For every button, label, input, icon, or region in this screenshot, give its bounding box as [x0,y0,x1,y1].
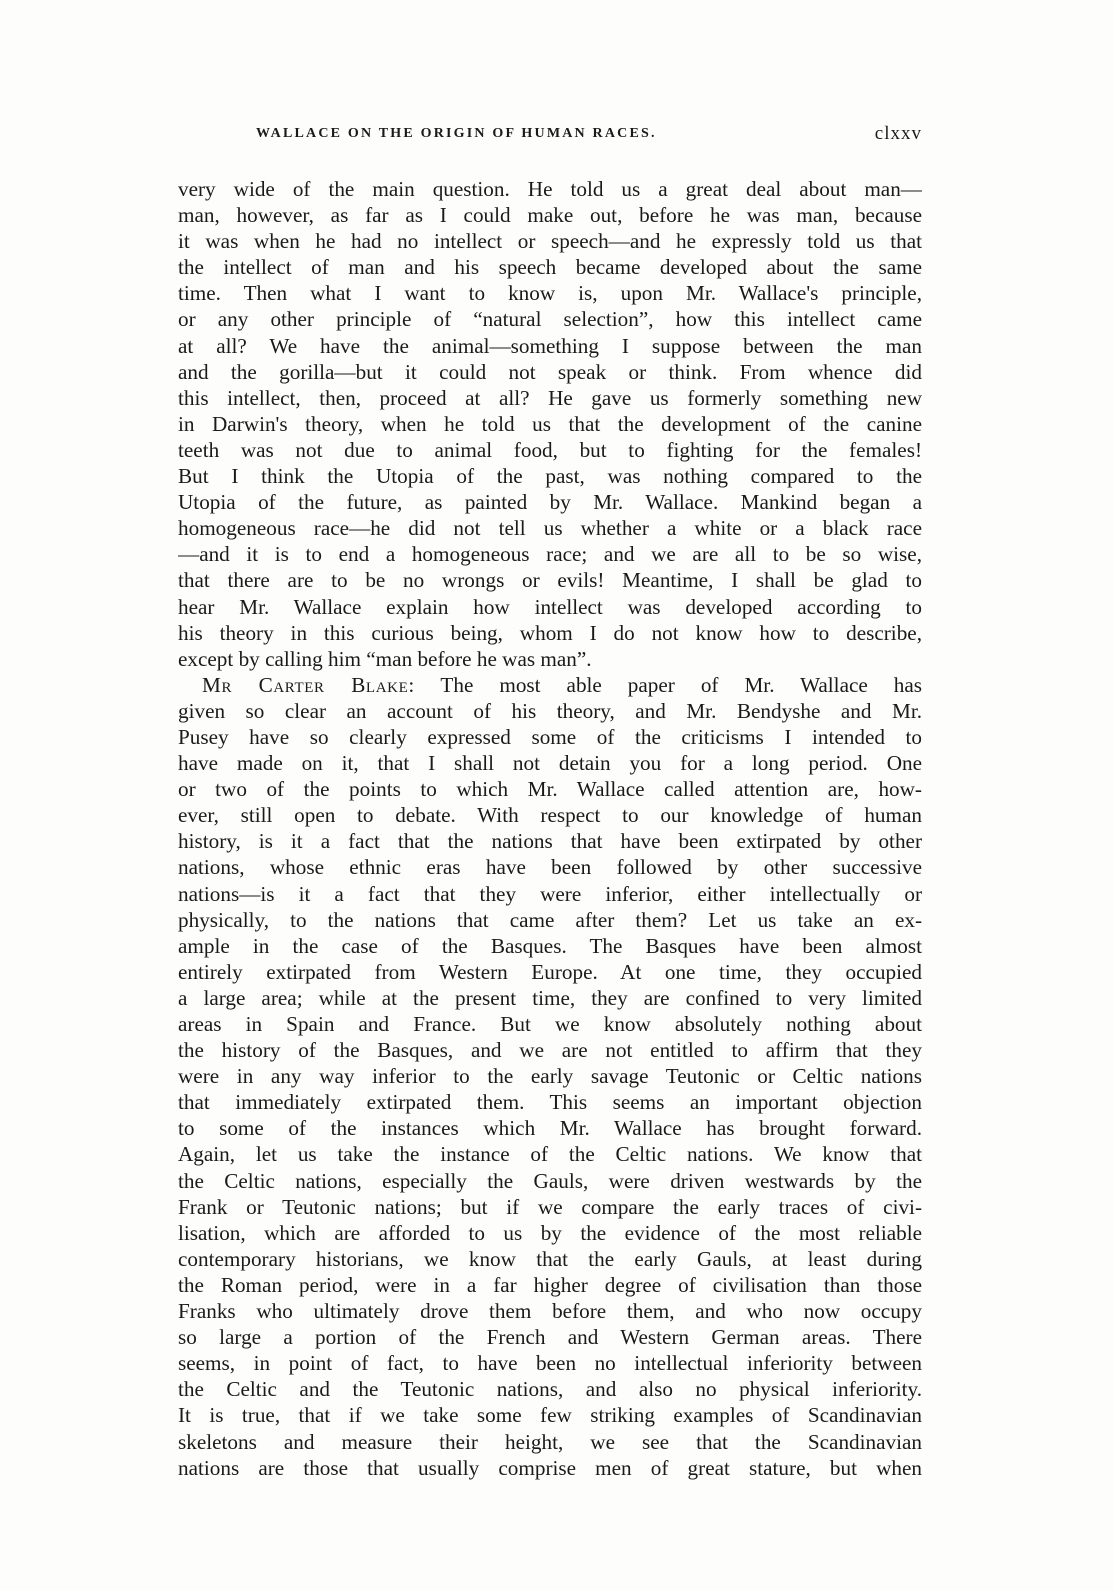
text-line: his theory in this curious being, whom I do not know how to describe, [178,620,922,645]
text-line: time. Then what I want to know is, upon Mr. Wallace's principle, [178,281,922,306]
paragraph-start-line [178,672,922,698]
text-line: homogeneous race—he did not tell us whether a white or a black race [178,516,922,541]
body-text [178,176,922,1481]
text-line: to some of the instances which Mr. Wallace has brought forward. [178,1116,922,1141]
text-line: —and it is to end a homogeneous race; and we are all to be so wise, [178,542,922,567]
text-line: it was when he had no intellect or speech—and he expressly told us that [178,229,922,254]
text-line: have made on it, that I shall not detain you for a long period. One [178,751,922,776]
text-line: that there are to be no wrongs or evils! Meantime, I shall be glad to [178,568,922,593]
text-line: or any other principle of “natural selection”, how this intellect came [178,307,922,332]
text-line: the Celtic and the Teutonic nations, and also no physical inferiority. [178,1377,922,1402]
text-line: at all? We have the animal—something I suppose between the man [178,333,922,358]
running-head [178,123,922,152]
text-line: Pusey have so clearly expressed some of the criticisms I intended to [178,724,922,749]
text-line: nations are those that usually comprise men of great stature, but when [178,1455,922,1480]
text-line: were in any way inferior to the early savage Teutonic or Celtic nations [178,1064,922,1089]
speaker-name: Mr Carter Blake: [202,672,415,697]
text-line: or two of the points to which Mr. Wallace called attention are, how- [178,777,922,802]
text-line: in Darwin's theory, when he told us that the development of the canine [178,411,922,436]
text-line: ample in the case of the Basques. The Basques have been almost [178,933,922,958]
text-line: It is true, that if we take some few striking examples of Scandinavian [178,1403,922,1428]
text-line: physically, to the nations that came after them? Let us take an ex- [178,907,922,932]
text-line: and the gorilla—but it could not speak or think. From whence did [178,359,922,384]
text-line: that immediately extirpated them. This seems an important objection [178,1090,922,1115]
text-line: very wide of the main question. He told us a great deal about man— [178,177,922,201]
text-line: given so clear an account of his theory, and Mr. Bendyshe and Mr. [178,698,922,723]
text-line: a large area; while at the present time, they are confined to very limited [178,985,922,1010]
page-number: clxxv [874,123,922,144]
text-line: history, is it a fact that the nations that have been extirpated by other [178,829,922,854]
text-line: Again, let us take the instance of the Celtic nations. We know that [178,1142,922,1167]
running-title: WALLACE ON THE ORIGIN OF HUMAN RACES. [256,126,657,141]
text-line: the Roman period, were in a far higher degree of civilisation than those [178,1272,922,1297]
text-line: this intellect, then, proceed at all? He gave us formerly something new [178,385,922,410]
text-line: Utopia of the future, as painted by Mr. Wallace. Mankind began a [178,490,922,515]
text-line: so large a portion of the French and Western German areas. There [178,1325,922,1350]
text-line: except by calling him “man before he was man”. [178,646,592,671]
text-line: ever, still open to debate. With respect to our knowledge of human [178,803,922,828]
text-line: the Celtic nations, especially the Gauls, were driven westwards by the [178,1168,922,1193]
text-line: But I think the Utopia of the past, was nothing compared to the [178,464,922,489]
text-line: nations, whose ethnic eras have been followed by other successive [178,855,922,880]
text-line: areas in Spain and France. But we know absolutely nothing about [178,1012,922,1036]
speaker-line-text: The most able paper of Mr. Wallace has [414,672,922,697]
text-line: nations—is it a fact that they were inferior, either intellectually or [178,881,922,906]
text-line: hear Mr. Wallace explain how intellect was developed according to [178,594,922,619]
text-line: skeletons and measure their height, we see that the Scandinavian [178,1429,922,1454]
text-line: Franks who ultimately drove them before them, and who now occupy [178,1299,922,1324]
text-line: teeth was not due to animal food, but to fighting for the females! [178,437,922,462]
text-line: the intellect of man and his speech became developed about the same [178,255,922,280]
text-line: the history of the Basques, and we are not entitled to affirm that they [178,1038,922,1063]
text-line: man, however, as far as I could make out, before he was man, because [178,203,922,228]
text-line: contemporary historians, we know that the early Gauls, at least during [178,1246,922,1271]
text-line: Frank or Teutonic nations; but if we compare the early traces of civi- [178,1194,922,1219]
text-line: seems, in point of fact, to have been no intellectual inferiority between [178,1351,922,1376]
text-line: lisation, which are afforded to us by the evidence of the most reliable [178,1220,922,1245]
text-line: entirely extirpated from Western Europe. At one time, they occupied [178,959,922,984]
